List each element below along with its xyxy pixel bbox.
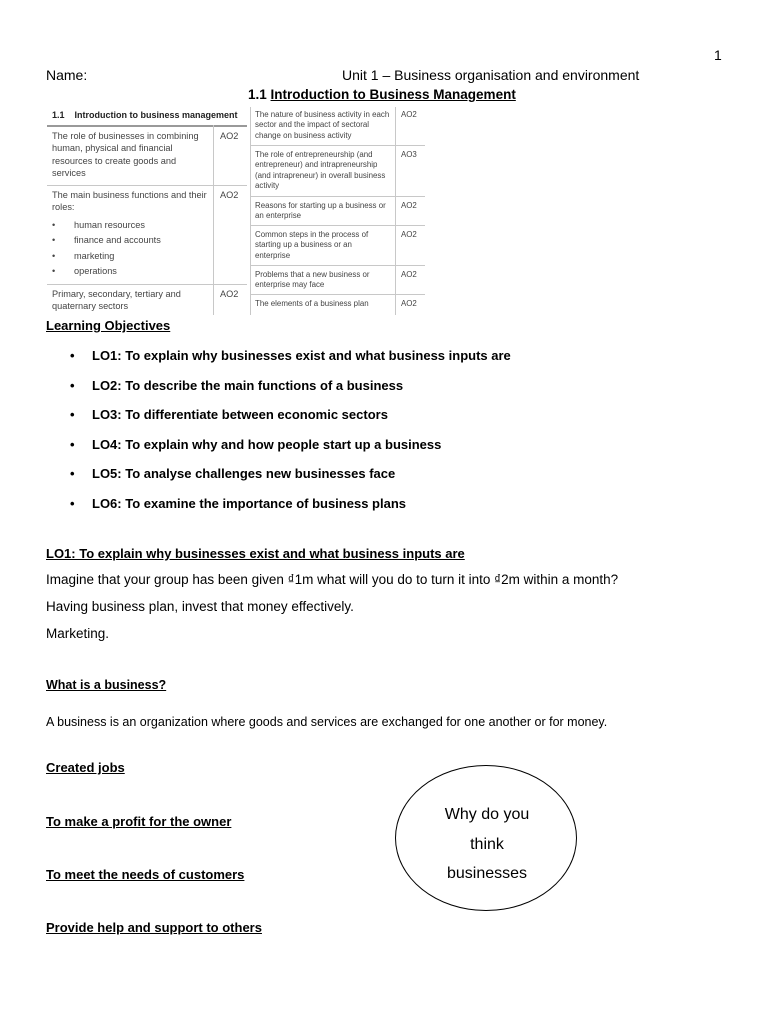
syllabus-left-row (52, 189, 210, 281)
syllabus-ao: AO2 (401, 201, 417, 210)
lo1-question: Imagine that your group has been given ₫1m what will you do to turn it into ₫2m within a month? (46, 572, 619, 587)
lo1-answer-1: Having business plan, invest that money effectively. (46, 599, 354, 614)
learning-objectives-heading: Learning Objectives (46, 318, 171, 333)
syllabus-ao: AO2 (401, 110, 417, 119)
syllabus-section-title: Introduction to business management (74, 110, 238, 120)
list-item: • LO5: To analyse challenges new businesses face (70, 466, 396, 481)
function-item: • human resources (52, 219, 210, 235)
list-item: • LO2: To describe the main functions of a business (70, 377, 404, 393)
syllabus-ao: AO2 (220, 131, 239, 141)
list-item: • LO1: To explain why businesses exist and what business inputs are (70, 348, 511, 363)
business-definition: A business is an organization where goods and services are exchanged for one another or for money. (46, 715, 608, 729)
syllabus-right-row: Problems that a new business or enterprise may face (255, 270, 370, 290)
question-bubble-text: Why do you think businesses (444, 806, 530, 882)
syllabus-ao: AO2 (401, 270, 417, 279)
list-item: • LO4: To explain why and how people start up a business (70, 436, 442, 452)
name-label: Name: (46, 67, 88, 83)
page-title (248, 87, 516, 102)
lo1-answer-2: Marketing. (46, 626, 110, 641)
syllabus-right-row: The elements of a business plan (255, 299, 369, 308)
reason-item: To make a profit for the owner (46, 814, 232, 829)
list-item: • LO3: To differentiate between economic sectors (70, 407, 388, 422)
unit-title: Unit 1 – Business organisation and environment (342, 67, 640, 83)
function-item: • marketing (52, 250, 210, 266)
syllabus-ao: AO2 (401, 299, 417, 308)
reason-item: Created jobs (46, 760, 125, 775)
syllabus-right-row: The nature of business activity in each sector and the impact of sectoral change on business activity (255, 110, 390, 140)
syllabus-ao: AO3 (401, 150, 417, 159)
syllabus-right-row: The role of entrepreneurship (and entrepreneur) and intrapreneurship (and intrapreneur) in overall business activity (255, 150, 386, 190)
function-item: • finance and accounts (52, 234, 210, 250)
title-number: 1.1 (248, 87, 267, 102)
syllabus-right-row: Reasons for starting up a business or an enterprise (255, 201, 386, 221)
syllabus-left-row: Primary, secondary, tertiary and quaternary sectors (52, 289, 181, 312)
syllabus-left-row: The role of businesses in combining human, physical and financial resources to create goods and services (52, 131, 199, 179)
reason-item: To meet the needs of customers (46, 867, 245, 882)
lo1-heading: LO1: To explain why businesses exist and what business inputs are (46, 546, 465, 561)
syllabus-ao: AO2 (401, 230, 417, 239)
syllabus-ao: AO2 (220, 289, 239, 299)
syllabus-section-number: 1.1 (52, 110, 65, 120)
syllabus-ao: AO2 (220, 190, 239, 200)
syllabus-right-row: Common steps in the process of starting up a business or an enterprise (255, 230, 369, 260)
syllabus-section-heading (52, 110, 238, 122)
what-is-business-heading: What is a business? (46, 678, 167, 692)
functions-intro: The main business functions and their roles: (52, 190, 207, 213)
function-item: • operations (52, 265, 210, 281)
learning-objectives-list (70, 348, 511, 525)
title-text: Introduction to Business Management (270, 87, 516, 102)
list-item: • LO6: To examine the importance of business plans (70, 495, 406, 511)
page-number: 1 (714, 47, 722, 63)
reason-item: Provide help and support to others (46, 920, 262, 935)
